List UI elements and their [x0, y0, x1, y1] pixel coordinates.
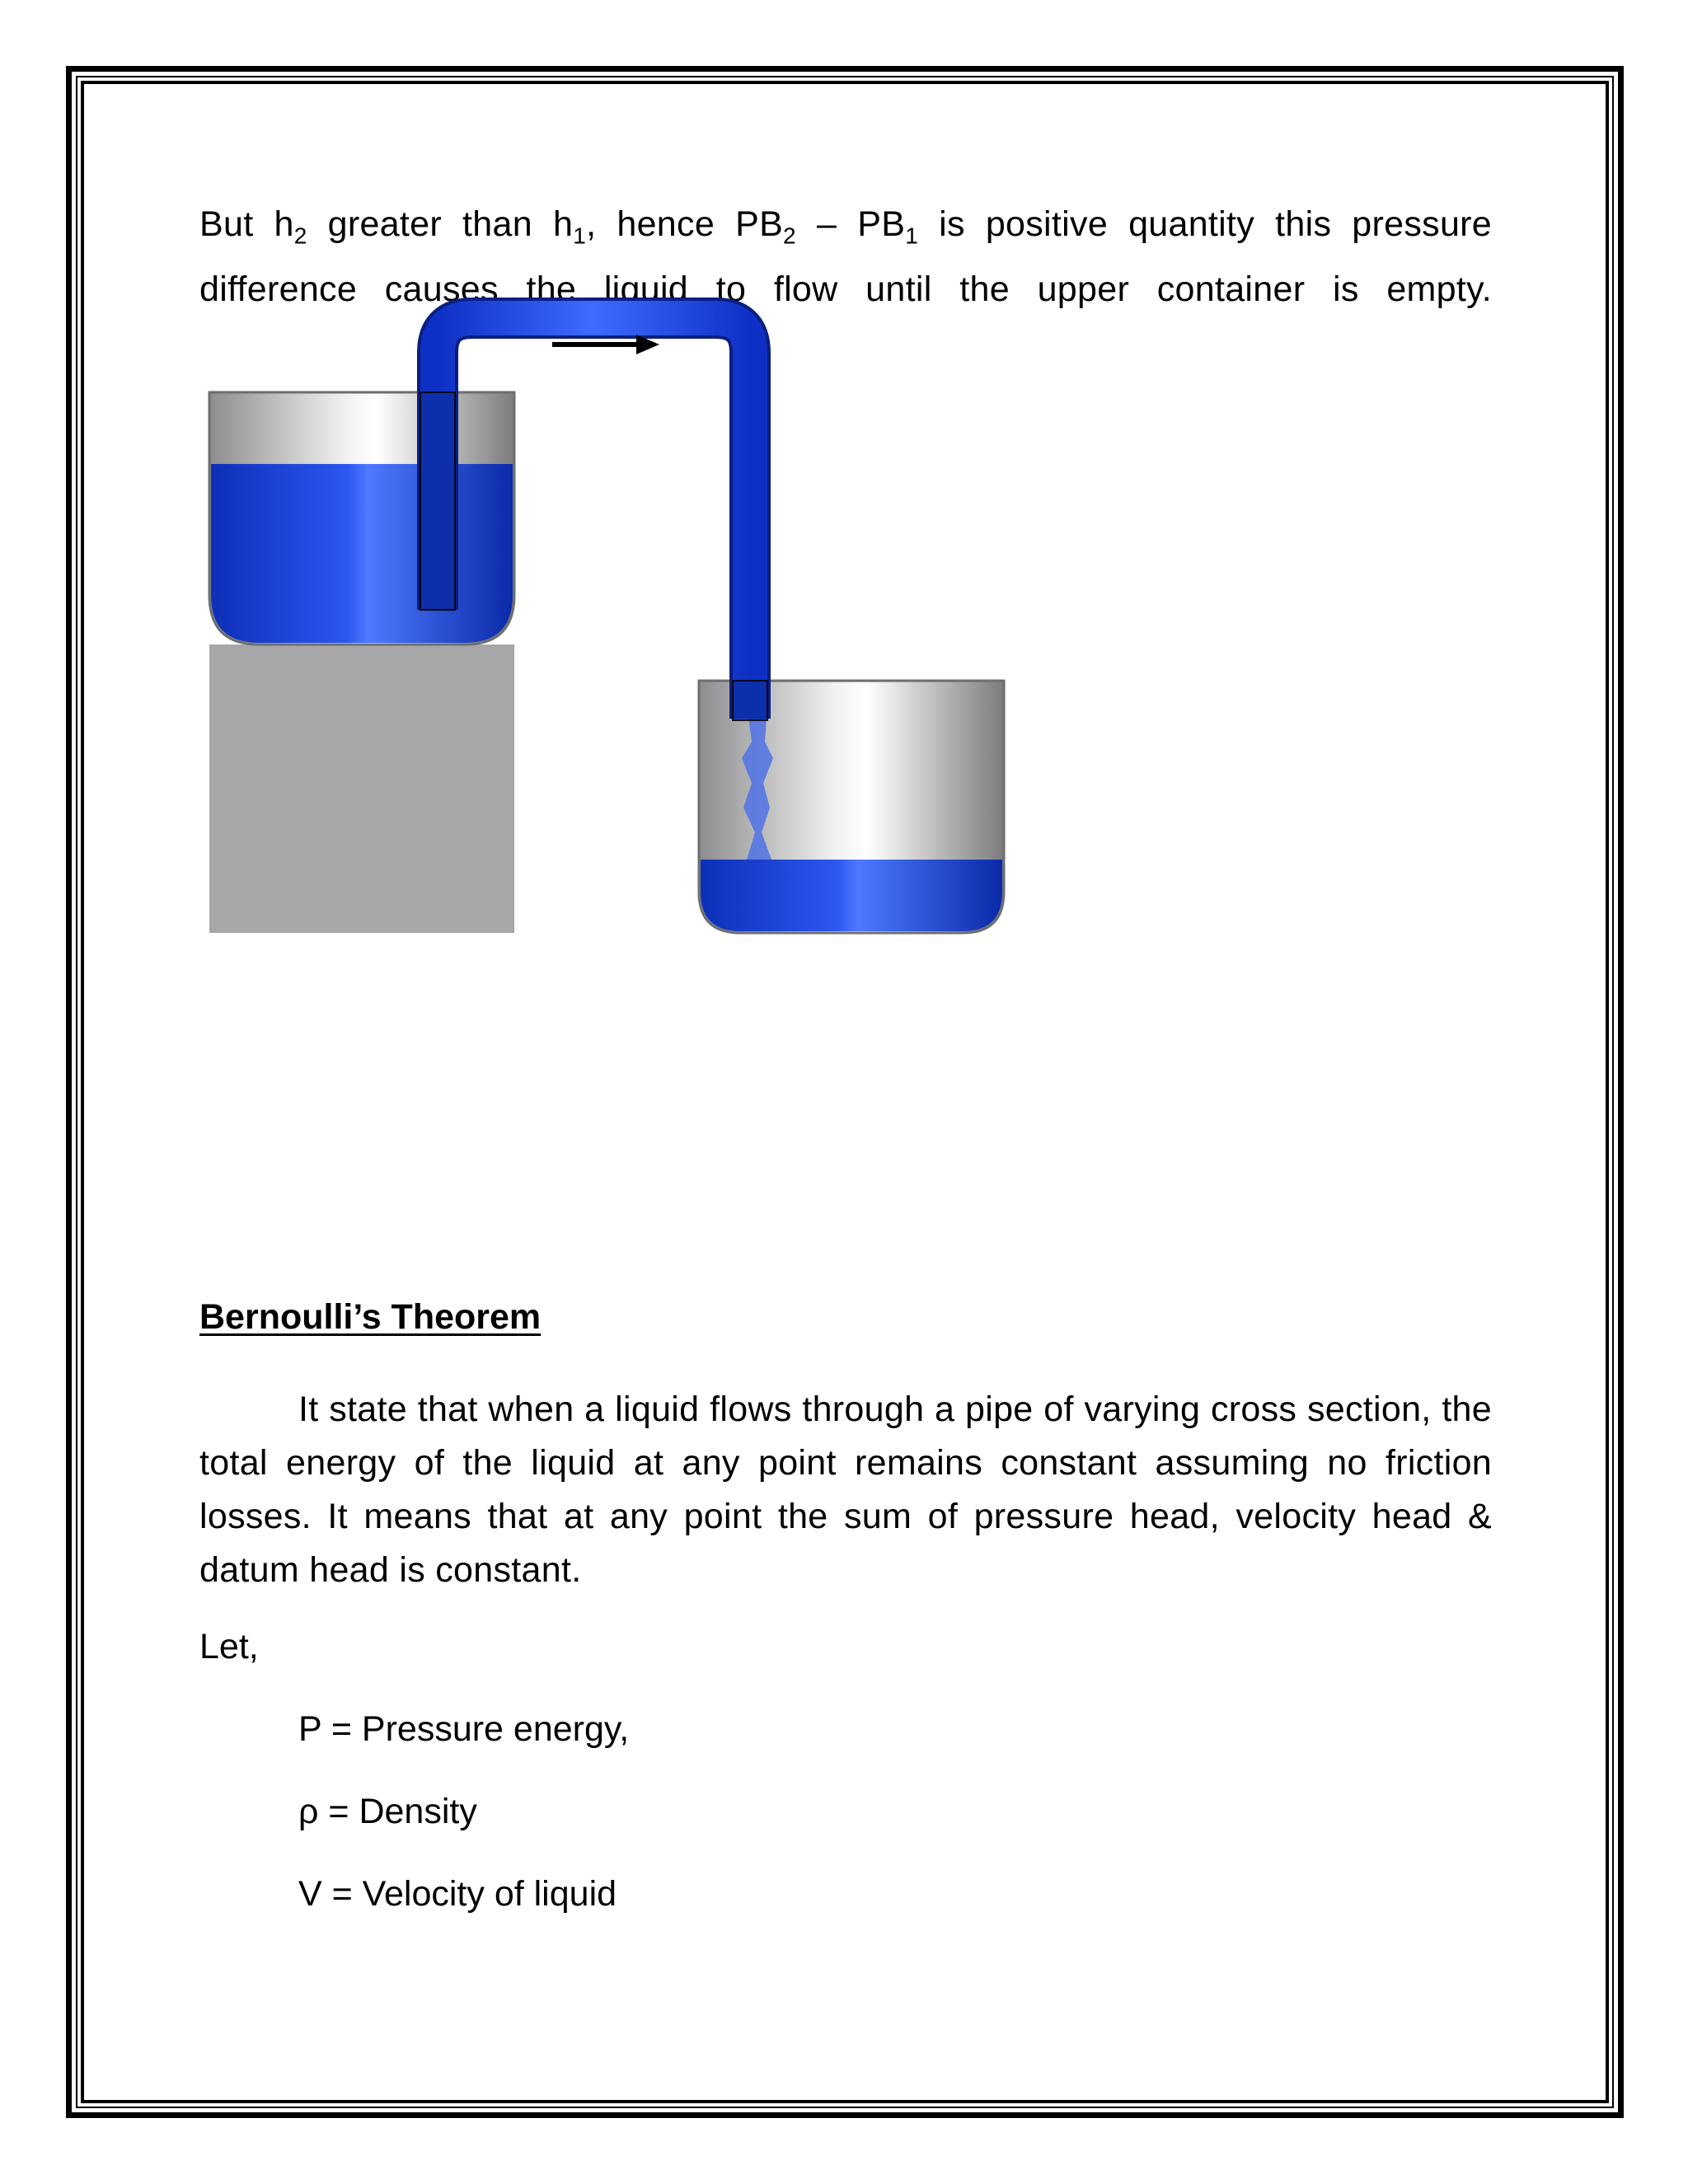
theorem-paragraph: It state that when a liquid flows through a pipe of varying cross section, the total energy of the liquid at any point remains constant assuming no friction losses. It means that at any point the sum of pressure head, velocity head & datum head is constant. — [199, 1390, 1492, 1590]
siphon-diagram — [198, 297, 1055, 940]
lower-container-liquid — [701, 860, 1002, 931]
section-heading: Bernoulli’s Theorem — [199, 1297, 542, 1337]
upper-container-liquid — [211, 464, 513, 643]
definition-velocity: V = Velocity of liquid — [298, 1874, 617, 1914]
let-label: Let, — [199, 1627, 259, 1666]
intro-paragraph: But $h_2$ greater than $h_1$, hence $PB_2 - PB_1$ is positive quantity this pressure difference causes the liquid to flow until the upper container is empty. — [199, 204, 1492, 309]
pipe-outlet-section — [733, 681, 767, 720]
pipe-submerged-section — [420, 392, 455, 610]
support-block — [209, 644, 514, 933]
definition-pressure: P = Pressure energy, — [298, 1709, 630, 1749]
definition-density: ρ = Density — [298, 1792, 477, 1831]
